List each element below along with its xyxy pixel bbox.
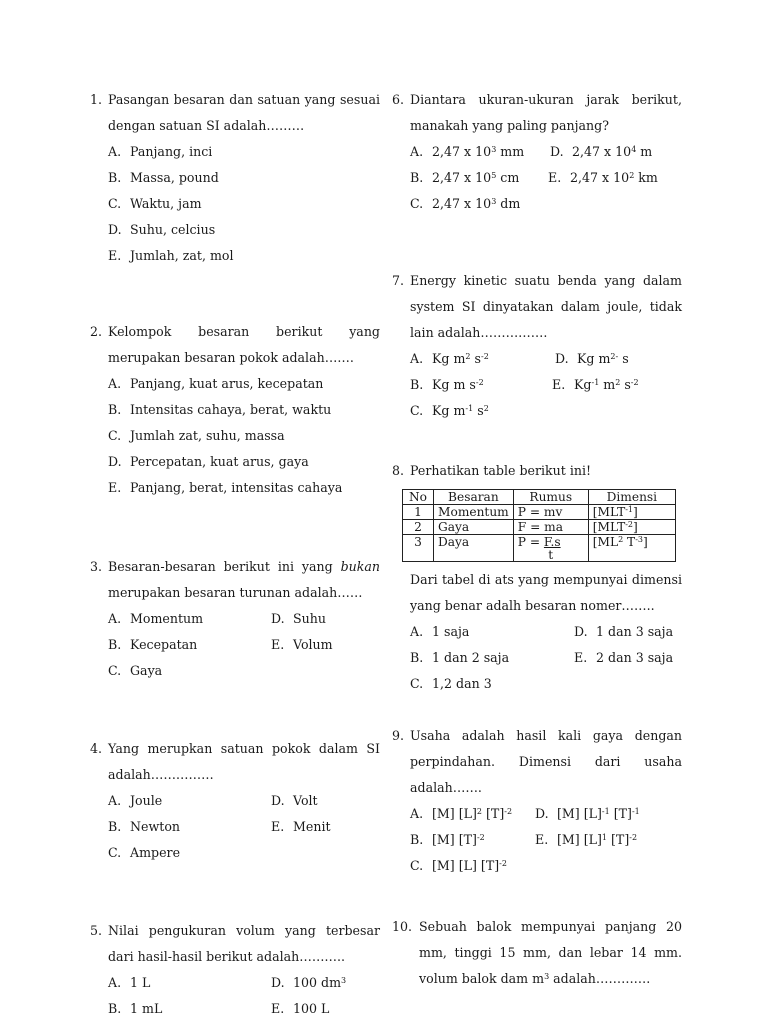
option-text: 2 dan 3 saja bbox=[596, 650, 674, 665]
question-text: Energy kinetic suatu benda yang dalam system SI dinyatakan dalam joule, tidak lain adalah……………. bbox=[410, 273, 682, 340]
question-number: 5. bbox=[90, 923, 103, 938]
option-letter: A. bbox=[410, 351, 424, 366]
option-text: Intensitas cahaya, berat, waktu bbox=[130, 402, 332, 417]
option-letter: D. bbox=[550, 144, 564, 159]
question-9 bbox=[392, 723, 682, 879]
option-letter: B. bbox=[410, 650, 424, 665]
stem-part: Besaran-besaran berikut ini yang bbox=[108, 559, 333, 574]
option-letter: A. bbox=[108, 793, 122, 808]
superscript: -1 bbox=[465, 404, 474, 413]
superscript: -2 bbox=[480, 352, 489, 361]
table-header: Dimensi bbox=[588, 490, 675, 505]
option-a[interactable] bbox=[108, 139, 212, 165]
option-e[interactable] bbox=[271, 996, 329, 1022]
superscript: -2 bbox=[476, 833, 485, 842]
option-letter: D. bbox=[271, 975, 285, 990]
table-cell: 3 bbox=[403, 535, 434, 562]
dim-text: T bbox=[623, 535, 636, 549]
option-c[interactable] bbox=[108, 658, 162, 684]
option-text: Newton bbox=[130, 819, 181, 834]
option-text: s bbox=[620, 377, 631, 392]
table-cell bbox=[588, 520, 675, 535]
option-letter: D. bbox=[108, 454, 122, 469]
option-text: 1 saja bbox=[432, 624, 470, 639]
question-number: 3. bbox=[90, 559, 103, 574]
option-text: Massa, pound bbox=[130, 170, 219, 185]
stem-part: adalah…………. bbox=[549, 971, 651, 986]
option-text: Kg m bbox=[432, 351, 466, 366]
option-c[interactable] bbox=[410, 191, 520, 217]
option-letter: E. bbox=[574, 650, 588, 665]
superscript: -1 bbox=[601, 807, 610, 816]
option-letter: D. bbox=[555, 351, 569, 366]
option-text: 2,47 x 10 bbox=[432, 170, 492, 185]
option-letter: D. bbox=[271, 793, 285, 808]
option-e[interactable] bbox=[271, 814, 331, 840]
option-e[interactable] bbox=[108, 475, 342, 501]
option-b[interactable] bbox=[410, 645, 509, 671]
option-b[interactable] bbox=[108, 814, 180, 840]
superscript: -2 bbox=[475, 378, 484, 387]
superscript: 2- bbox=[610, 352, 619, 361]
option-e[interactable] bbox=[552, 372, 639, 398]
option-unit: m bbox=[636, 144, 653, 159]
option-letter: B. bbox=[108, 402, 122, 417]
option-text: [T] bbox=[609, 806, 632, 821]
option-d[interactable] bbox=[271, 788, 318, 814]
option-text: Kg bbox=[574, 377, 592, 392]
question-2 bbox=[90, 319, 380, 501]
option-text: [M] [L] bbox=[557, 806, 602, 821]
option-d[interactable] bbox=[555, 346, 629, 372]
dimension-table bbox=[402, 489, 676, 562]
option-a[interactable] bbox=[108, 606, 203, 632]
option-b[interactable] bbox=[108, 632, 197, 658]
option-letter: B. bbox=[108, 1001, 122, 1016]
option-a[interactable] bbox=[410, 801, 512, 827]
option-text: 1 dan 2 saja bbox=[432, 650, 510, 665]
option-d[interactable] bbox=[108, 217, 215, 243]
option-letter: C. bbox=[108, 663, 122, 678]
superscript: 2 bbox=[615, 378, 621, 387]
superscript: 1 bbox=[601, 833, 608, 842]
table-header-row bbox=[403, 490, 676, 505]
option-text: Kg m bbox=[432, 403, 466, 418]
option-text: Panjang, kuat arus, kecepatan bbox=[130, 376, 324, 391]
superscript: -1 bbox=[631, 807, 640, 816]
question-stem bbox=[90, 554, 380, 606]
question-6 bbox=[392, 87, 682, 217]
option-text: Panjang, inci bbox=[130, 144, 213, 159]
option-letter: C. bbox=[410, 196, 424, 211]
option-letter: C. bbox=[108, 845, 122, 860]
question-stem bbox=[392, 914, 682, 992]
table-cell bbox=[513, 535, 588, 562]
table-row bbox=[403, 505, 676, 520]
option-text: s bbox=[618, 351, 629, 366]
question-text: Kelompok besaran berikut yang merupakan besaran pokok adalah……. bbox=[108, 324, 380, 365]
question-8 bbox=[392, 458, 682, 691]
option-d[interactable] bbox=[271, 606, 326, 632]
question-text: Dari tabel di ats yang mempunyai dimensi yang benar adalh besaran nomer…….. bbox=[410, 572, 682, 613]
option-d[interactable] bbox=[108, 449, 309, 475]
option-text: 2,47 x 10 bbox=[432, 196, 492, 211]
option-text: [M] [L] [T] bbox=[432, 858, 500, 873]
question-number: 4. bbox=[90, 741, 103, 756]
superscript: 2 bbox=[629, 171, 635, 180]
option-text: Kecepatan bbox=[130, 637, 198, 652]
question-stem bbox=[90, 87, 380, 139]
option-letter: A. bbox=[410, 624, 424, 639]
superscript: -3 bbox=[635, 535, 643, 544]
option-letter: C. bbox=[108, 196, 122, 211]
question-number: 2. bbox=[90, 324, 103, 339]
question-text bbox=[108, 554, 380, 606]
option-text: Kg m bbox=[577, 351, 611, 366]
option-letter: D. bbox=[271, 611, 285, 626]
question-text: Diantara ukuran-ukuran jarak berikut, manakah yang paling panjang? bbox=[410, 92, 682, 133]
option-b[interactable] bbox=[410, 372, 484, 398]
question-1 bbox=[90, 87, 380, 269]
table-header: No bbox=[403, 490, 434, 505]
option-d[interactable] bbox=[535, 801, 640, 827]
question-stem-continued bbox=[392, 567, 682, 619]
fraction-numerator: F.s bbox=[543, 535, 561, 549]
option-text: 1,2 dan 3 bbox=[432, 676, 492, 691]
option-text: Volum bbox=[293, 637, 333, 652]
option-letter: D. bbox=[535, 806, 549, 821]
question-text bbox=[419, 914, 682, 992]
superscript: 3 bbox=[341, 976, 347, 985]
option-text: [M] [L] bbox=[432, 806, 477, 821]
question-number: 7. bbox=[392, 273, 405, 288]
option-b[interactable] bbox=[108, 397, 331, 423]
question-text: Nilai pengukuran volum yang terbesar dari hasil-hasil berikut adalah……….. bbox=[108, 923, 380, 964]
question-stem bbox=[392, 458, 682, 484]
question-number: 1. bbox=[90, 92, 103, 107]
table-cell bbox=[588, 505, 675, 520]
option-text: Ampere bbox=[130, 845, 181, 860]
option-text: Jumlah, zat, mol bbox=[130, 248, 234, 263]
option-letter: E. bbox=[108, 480, 122, 495]
question-text: Pasangan besaran dan satuan yang sesuai dengan satuan SI adalah……… bbox=[108, 92, 380, 133]
option-a[interactable] bbox=[108, 371, 323, 397]
superscript: -1 bbox=[625, 505, 634, 514]
superscript: -1 bbox=[591, 378, 600, 387]
option-text: 1 mL bbox=[130, 1001, 163, 1016]
question-stem bbox=[90, 736, 380, 788]
option-c[interactable] bbox=[410, 398, 489, 424]
option-c[interactable] bbox=[108, 423, 285, 449]
option-letter: B. bbox=[410, 170, 424, 185]
question-text: Perhatikan table berikut ini! bbox=[410, 463, 592, 478]
option-a[interactable] bbox=[410, 346, 489, 372]
question-stem bbox=[90, 319, 380, 371]
option-letter: C. bbox=[410, 676, 424, 691]
option-letter: E. bbox=[271, 637, 285, 652]
question-3 bbox=[90, 554, 380, 684]
option-letter: E. bbox=[535, 832, 549, 847]
question-number: 8. bbox=[392, 463, 405, 478]
option-b[interactable] bbox=[108, 996, 162, 1022]
option-text: [T] bbox=[482, 806, 505, 821]
option-text: Percepatan, kuat arus, gaya bbox=[130, 454, 309, 469]
option-letter: D. bbox=[574, 624, 588, 639]
option-b[interactable] bbox=[108, 165, 219, 191]
question-text: Usaha adalah hasil kali gaya dengan perpindahan. Dimensi dari usaha adalah……. bbox=[410, 728, 682, 795]
option-letter: E. bbox=[271, 1001, 285, 1016]
table-header: Besaran bbox=[434, 490, 514, 505]
table-cell: Daya bbox=[434, 535, 514, 562]
option-a[interactable] bbox=[410, 139, 524, 165]
table-cell: Momentum bbox=[434, 505, 514, 520]
superscript: 4 bbox=[631, 145, 637, 154]
question-number: 10. bbox=[392, 919, 413, 934]
table-cell bbox=[588, 535, 675, 562]
option-b[interactable] bbox=[410, 165, 519, 191]
superscript: 3 bbox=[491, 197, 497, 206]
option-e[interactable] bbox=[271, 632, 333, 658]
table-cell: P = mv bbox=[513, 505, 588, 520]
dim-text: ] bbox=[642, 535, 648, 549]
question-7 bbox=[392, 268, 682, 424]
option-text: 100 L bbox=[293, 1001, 330, 1016]
question-number: 6. bbox=[392, 92, 405, 107]
option-text: [M] [T] bbox=[432, 832, 477, 847]
option-text: 2,47 x 10 bbox=[572, 144, 632, 159]
superscript: 2 bbox=[483, 404, 489, 413]
option-text: Jumlah zat, suhu, massa bbox=[130, 428, 285, 443]
option-b[interactable] bbox=[410, 827, 485, 853]
dim-text: ] bbox=[633, 505, 638, 519]
question-stem bbox=[392, 87, 682, 139]
dim-text: [MLT bbox=[592, 520, 626, 534]
option-letter: E. bbox=[552, 377, 566, 392]
option-c[interactable] bbox=[410, 671, 492, 697]
option-text: Momentum bbox=[130, 611, 204, 626]
question-stem bbox=[90, 918, 380, 970]
question-number: 9. bbox=[392, 728, 405, 743]
option-unit: cm bbox=[496, 170, 520, 185]
option-text: Suhu, celcius bbox=[130, 222, 216, 237]
option-e[interactable] bbox=[548, 165, 658, 191]
table-row bbox=[403, 520, 676, 535]
superscript: -2 bbox=[625, 520, 634, 529]
table-cell: F = ma bbox=[513, 520, 588, 535]
option-letter: A. bbox=[410, 806, 424, 821]
option-text: [T] bbox=[607, 832, 630, 847]
option-text: 2,47 x 10 bbox=[570, 170, 630, 185]
table-cell: 1 bbox=[403, 505, 434, 520]
option-letter: A. bbox=[108, 611, 122, 626]
table-header: Rumus bbox=[513, 490, 588, 505]
option-letter: E. bbox=[108, 248, 122, 263]
option-text: Volt bbox=[293, 793, 318, 808]
option-text: 100 dm bbox=[293, 975, 342, 990]
option-text: 1 L bbox=[130, 975, 151, 990]
question-stem bbox=[392, 268, 682, 346]
table-cell: 2 bbox=[403, 520, 434, 535]
option-text: Suhu bbox=[293, 611, 326, 626]
stem-part: Sebuah balok mempunyai panjang 20 mm, tinggi 15 mm, dan lebar 14 mm. volum balok dam m bbox=[419, 919, 682, 986]
fraction-denominator: t bbox=[548, 548, 554, 562]
option-text: Kg m s bbox=[432, 377, 476, 392]
superscript: 2 bbox=[476, 807, 483, 816]
superscript: -2 bbox=[499, 859, 507, 868]
superscript: 3 bbox=[491, 145, 497, 154]
option-letter: A. bbox=[108, 376, 122, 391]
option-e[interactable] bbox=[574, 645, 673, 671]
option-text: m bbox=[599, 377, 616, 392]
option-text: s bbox=[470, 351, 481, 366]
option-letter: A. bbox=[108, 144, 122, 159]
option-letter: B. bbox=[108, 819, 122, 834]
option-text: Panjang, berat, intensitas cahaya bbox=[130, 480, 343, 495]
table-cell: Gaya bbox=[434, 520, 514, 535]
superscript: 3 bbox=[544, 972, 550, 981]
option-e[interactable] bbox=[535, 827, 637, 853]
superscript: -2 bbox=[629, 833, 638, 842]
option-text: Menit bbox=[293, 819, 331, 834]
option-c[interactable] bbox=[410, 853, 507, 879]
superscript: 2 bbox=[618, 535, 624, 544]
option-letter: B. bbox=[410, 377, 424, 392]
option-letter: C. bbox=[410, 403, 424, 418]
question-5 bbox=[90, 918, 380, 1022]
option-unit: mm bbox=[496, 144, 525, 159]
option-d[interactable] bbox=[550, 139, 652, 165]
option-letter: E. bbox=[271, 819, 285, 834]
question-stem bbox=[392, 723, 682, 801]
option-unit: km bbox=[634, 170, 658, 185]
option-text: [M] [L] bbox=[557, 832, 602, 847]
option-d[interactable] bbox=[574, 619, 673, 645]
option-c[interactable] bbox=[108, 840, 180, 866]
option-text: Gaya bbox=[130, 663, 163, 678]
option-letter: C. bbox=[108, 428, 122, 443]
option-text: s bbox=[473, 403, 484, 418]
option-letter: C. bbox=[410, 858, 424, 873]
option-a[interactable] bbox=[108, 970, 150, 996]
question-4 bbox=[90, 736, 380, 866]
superscript: 2 bbox=[465, 352, 471, 361]
option-letter: E. bbox=[548, 170, 562, 185]
option-c[interactable] bbox=[108, 191, 202, 217]
option-letter: B. bbox=[108, 170, 122, 185]
superscript: 5 bbox=[491, 171, 497, 180]
option-a[interactable] bbox=[108, 788, 162, 814]
option-text: 2,47 x 10 bbox=[432, 144, 492, 159]
dim-text: [ML bbox=[592, 535, 619, 549]
superscript: -2 bbox=[630, 378, 639, 387]
dim-text: [MLT bbox=[592, 505, 626, 519]
table-row bbox=[403, 535, 676, 562]
option-text: 1 dan 3 saja bbox=[596, 624, 674, 639]
option-d[interactable] bbox=[271, 970, 346, 996]
stem-part: merupakan besaran turunan adalah…… bbox=[108, 585, 363, 600]
superscript: -2 bbox=[504, 807, 513, 816]
option-letter: B. bbox=[410, 832, 424, 847]
option-text: Waktu, jam bbox=[130, 196, 202, 211]
option-letter: A. bbox=[108, 975, 122, 990]
question-10 bbox=[392, 914, 682, 992]
option-e[interactable] bbox=[108, 243, 234, 269]
formula-text: P = bbox=[517, 535, 544, 549]
option-a[interactable] bbox=[410, 619, 469, 645]
option-letter: B. bbox=[108, 637, 122, 652]
option-letter: A. bbox=[410, 144, 424, 159]
option-text: Joule bbox=[130, 793, 163, 808]
question-text: Yang merupkan satuan pokok dalam SI adalah…………… bbox=[108, 741, 380, 782]
option-letter: D. bbox=[108, 222, 122, 237]
dim-text: ] bbox=[633, 520, 638, 534]
stem-emphasis: bukan bbox=[340, 559, 380, 574]
option-unit: dm bbox=[496, 196, 521, 211]
